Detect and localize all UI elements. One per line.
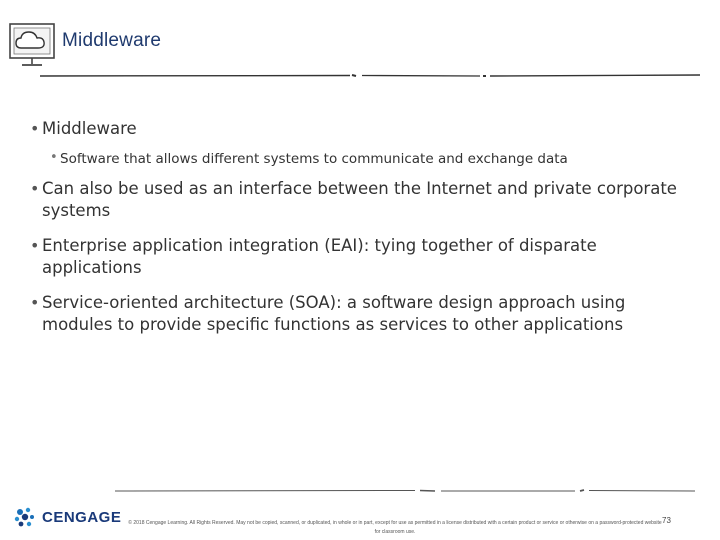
cengage-logo — [12, 504, 121, 530]
bullet-dot: • — [30, 293, 40, 312]
slide-title: Middleware — [62, 30, 162, 51]
bullet-text: Middleware — [42, 119, 137, 138]
sub-bullet-text: Software that allows different systems to communicate and exchange data — [60, 151, 568, 167]
copyright-notice: © 2018 Cengage Learning. All Rights Reserved. May not be copied, scanned, or duplicated, in whole or in part, except for use as permitted in a license distributed with a certain product or service or otherwise on a password-protected website for classroom use. — [128, 520, 662, 535]
bullet-text: Enterprise application integration (EAI): tying together of disparate applications — [42, 236, 597, 277]
title-underline — [40, 70, 700, 82]
slide-content — [30, 118, 700, 349]
bullet-text: Service-oriented architecture (SOA): a software design approach using modules to provide specific functions as services to other applications — [42, 293, 626, 334]
logo-text: CENGAGE — [42, 508, 122, 526]
bullet-dot: • — [30, 119, 40, 138]
bullet-item — [30, 292, 700, 336]
cengage-logo-icon — [12, 504, 38, 530]
bullet-dot: • — [30, 236, 40, 255]
bullet-dot: • — [30, 179, 40, 198]
cloud-monitor-icon — [6, 18, 58, 74]
bullet-item — [30, 118, 700, 140]
bullet-item — [30, 178, 700, 222]
footer-divider — [115, 486, 695, 496]
page-number: 73 — [662, 516, 671, 525]
bullet-text: Can also be used as an interface between the Internet and private corporate systems — [42, 179, 677, 220]
sub-bullet-dot: • — [50, 150, 58, 165]
sub-bullet-item — [50, 150, 700, 168]
bullet-item — [30, 235, 700, 279]
